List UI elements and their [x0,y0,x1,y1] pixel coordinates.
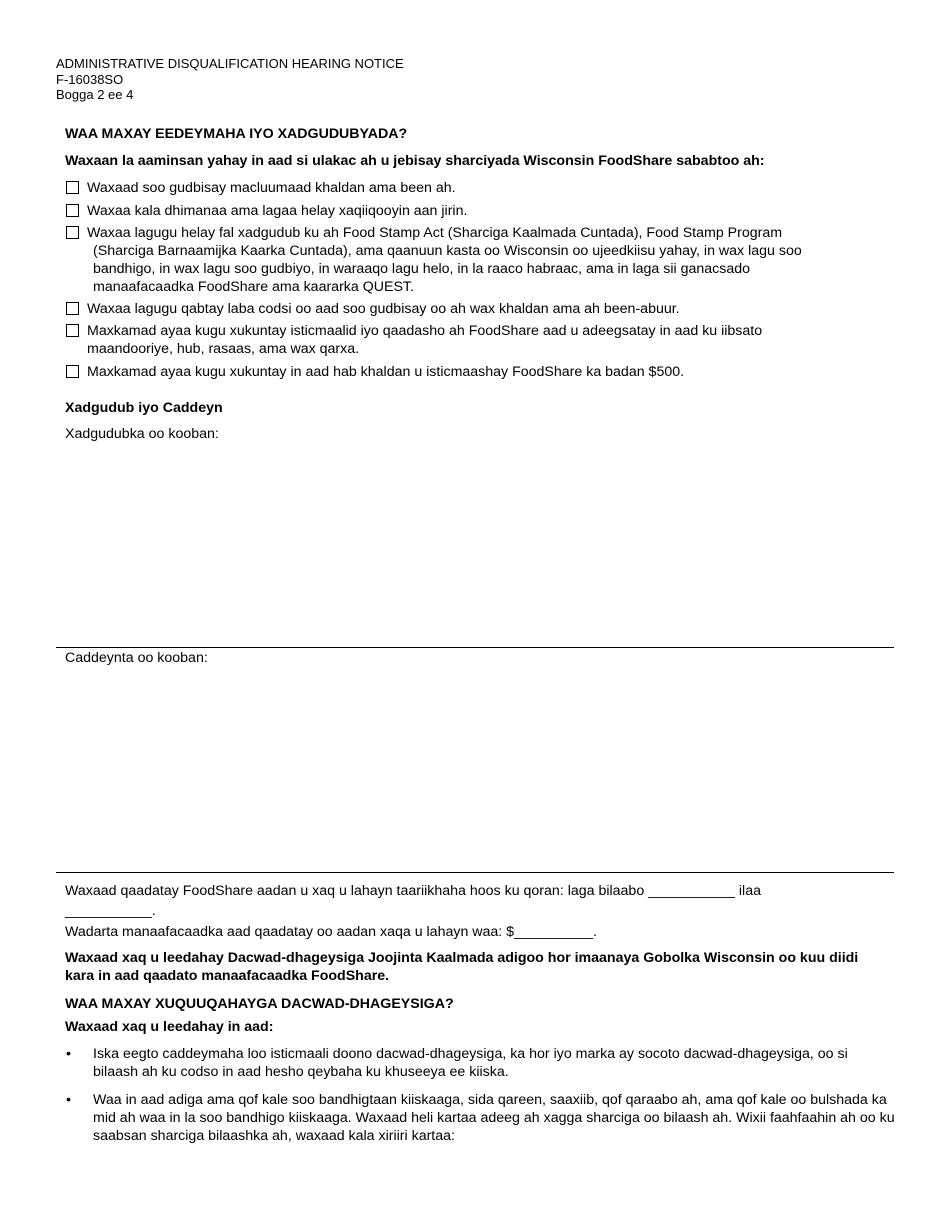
checkbox[interactable] [66,181,79,194]
charges-intro: Waxaan la aaminsan yahay in aad si ulakac ah u jebisay sharciyada Wisconsin FoodShare sababtoo ah: [65,153,765,169]
benefit-dates-text: Waxaad qaadatay FoodShare aadan u xaq u lahayn taariikhaha hoos ku qoran: laga bilaabo ___________ ilaa [65,883,761,899]
divider [56,647,894,648]
section-heading-charges: WAA MAXAY EEDEYMAHA IYO XADGUDUBYADA? [65,126,408,142]
violations-label: Xadgudubka oo kooban: [65,426,219,442]
benefit-dates-end: ___________. [65,903,156,919]
checkbox[interactable] [66,226,79,239]
checkbox[interactable] [66,204,79,217]
charge-item: Maxkamad ayaa kugu xukuntay isticmaalid iyo qaadasho ah FoodShare aad u adeegsatay in aad ku iibsato maandooriye, hub, rasaas, ama wax qarxa. [66,322,887,358]
rights-intro: Waxaad xaq u leedahay in aad: [65,1019,274,1035]
benefit-total-text: Wadarta manaafacaadka aad qaadatay oo aadan xaqa u lahayn waa: $__________. [65,924,597,940]
violations-field[interactable] [56,444,894,646]
section-heading-rights: WAA MAXAY XUQUUQAHAYGA DACWAD-DHAGEYSIGA? [65,996,454,1012]
list-item: • Waa in aad adiga ama qof kale soo bandhigtaan kiiskaaga, sida qareen, saaxiib, qof qaraabo ah, ama qof kale oo bulshada ka mid ah waa in la soo bandhigo kiiskaaga. Waxaad heli kartaa adeeg ah xagga sharciga oo bilaash ah. Wixii faahfaahin ah oo ku saabsan sharciga bilaashka ah, waxaad kala xiriiri kartaa: [66,1092,895,1144]
checkbox[interactable] [66,365,79,378]
form-title: ADMINISTRATIVE DISQUALIFICATION HEARING NOTICE [56,56,404,71]
charge-item: Waxaad soo gudbisay macluumaad khaldan ama been ah. [66,179,887,197]
charge-item: Waxaa lagugu helay fal xadgudub ku ah Food Stamp Act (Sharciga Kaalmada Cuntada), Food Stamp Program (Sharciga Barnaamijka Kaarka Cuntada), ama qaanuun kasta oo Wisconsin oo ujeedkiisu yahay, in wax lagu soo bandhigo, in wax lagu soo gudbiyo, in waraaqo lagu helo, in la raaco habraac, ama in laga sii ganacsado manaafacaadka FoodShare ama kaararka QUEST. [66,224,887,296]
checkbox[interactable] [66,302,79,315]
bullet-icon: • [66,1046,71,1062]
page-number: Bogga 2 ee 4 [56,87,134,102]
charge-item: Waxaa kala dhimanaa ama lagaa helay xaqiiqooyin aan jirin. [66,202,887,220]
charge-item: Waxaa lagugu qabtay laba codsi oo aad soo gudbisay oo ah wax khaldan ama ah been-abuur. [66,300,887,318]
checkbox[interactable] [66,324,79,337]
charge-item: Maxkamad ayaa kugu xukuntay in aad hab khaldan u isticmaashay FoodShare ka badan $500. [66,363,887,381]
form-header [56,56,404,103]
section-heading-violations: Xadgudub iyo Caddeyn [65,400,223,416]
form-number: F-16038SO [56,71,124,87]
right-to-hearing-text: Waxaad xaq u leedahay Dacwad-dhageysiga Joojinta Kaalmada adigoo hor imaanaya Gobolka Wisconsin oo kuu diidi kara in aad qaadato manaafacaadka FoodShare. [65,950,859,984]
list-item: • Iska eegto caddeymaha loo isticmaali doono dacwad-dhageysiga, ka hor iyo marka ay socoto dacwad-dhageysiga, oo si bilaash ah ku codso in aad hesho qeybaha ku khuseeya ee kiiska. [66,1046,848,1080]
evidence-field[interactable] [56,668,894,870]
evidence-label: Caddeynta oo kooban: [65,650,208,666]
divider [56,872,894,873]
bullet-icon: • [66,1092,71,1108]
